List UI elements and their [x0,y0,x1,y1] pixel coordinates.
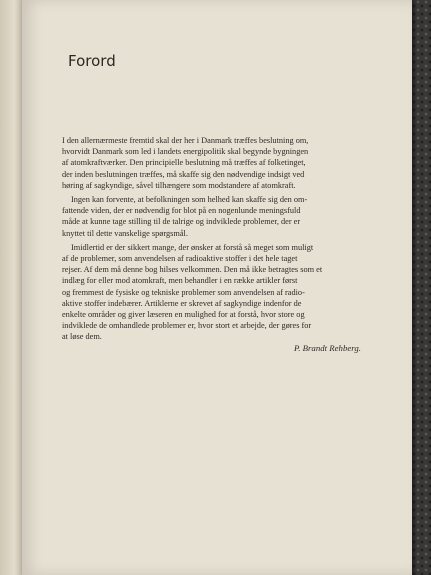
text-line: knyttet til dette vanskelige spørgsmål. [62,228,188,238]
paragraph-1 [62,135,386,191]
foreword-body [62,135,386,343]
text-line: enkelte områder og giver læseren en mulighed for at forstå, hvor store og [62,310,305,320]
text-line: måde at kunne tage stilling til de talrige og indviklede problemer, der er [62,217,301,227]
paragraph-3 [62,242,386,343]
facing-page-edge [0,0,24,575]
text-line: rejser. Af dem må denne bog hilses velkommen. Den må ikke betragtes som et [62,265,323,275]
text-line: indlæg for eller mod atomkraft, men behandler i en række artikler først [62,276,298,286]
paragraph-2 [62,194,386,239]
text-line: fattende viden, der er nødvendig for blot på en nogenlunde meningsfuld [62,206,301,216]
text-line: og fremmest de fysiske og tekniske problemer som anvendelsen af radio- [62,287,305,297]
text-line: I den allernærmeste fremtid skal der her i Danmark træffes beslutning om, [62,136,309,145]
text-line: Imidlertid er der sikkert mange, der ønsker at forstå så meget som muligt [71,242,314,252]
page-title: Forord [68,52,116,70]
text-line: høring af sagkyndige, såvel tilhængere som modstandere af atomkraft. [62,180,296,190]
text-line: indviklede de omhandlede problemer er, hvor stort et arbejde, der gøres for [62,321,312,331]
text-line: Ingen kan forvente, at befolkningen som helhed kan skaffe sig den om- [71,195,308,205]
text-line: der inden beslutningen træffes, må skaffe sig den nødvendige indsigt ved [62,169,305,179]
text-line: aktive stoffer indebærer. Artiklerne er skrevet af sagkyndige indenfor de [62,298,302,308]
text-line: at løse dem. [62,332,102,342]
text-line: af de problemer, som anvendelsen af radioaktive stoffer i det hele taget [62,254,298,264]
text-line: hvorvidt Danmark som led i landets energipolitik skal begynde bygningen [62,147,309,157]
book-page [22,0,412,575]
author-signature: P. Brandt Rehberg. [294,343,361,353]
text-line: af atomkraftværker. Den principielle beslutning må træffes af folketinget, [62,158,306,168]
